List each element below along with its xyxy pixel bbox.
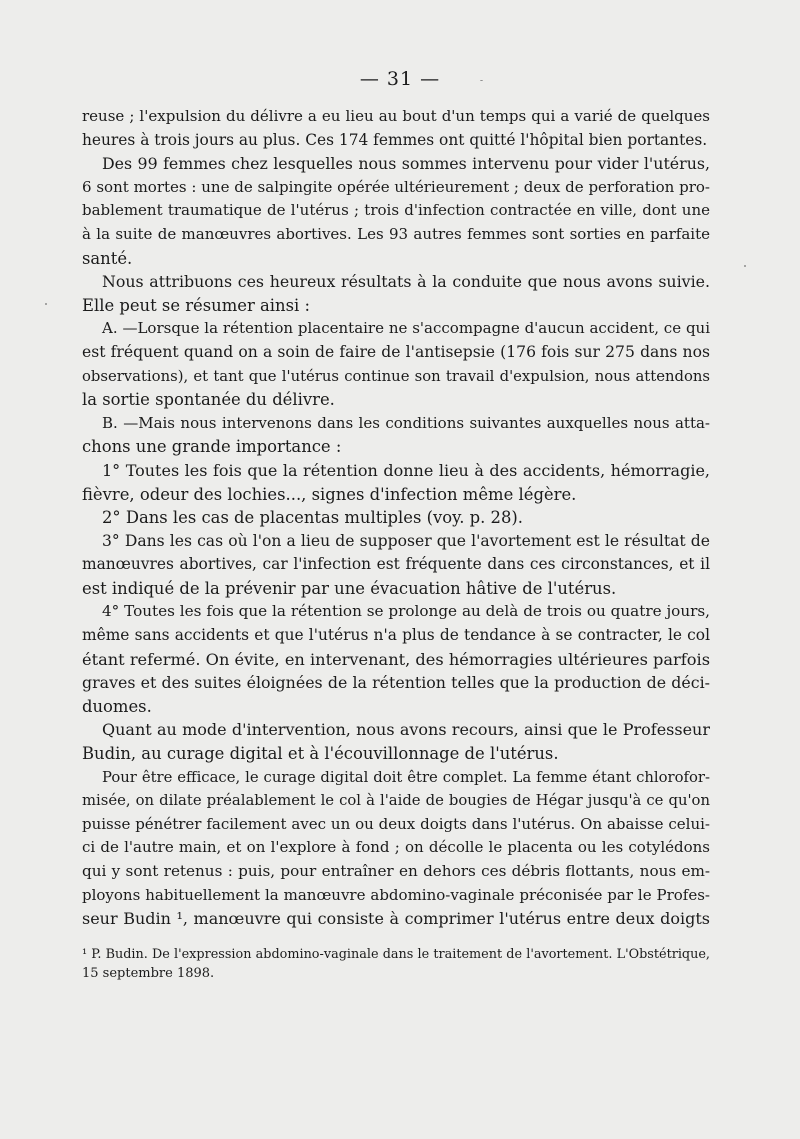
body-line: Pour être efficace, le curage digital doit être complet. La femme étant chlorofor- (102, 768, 710, 786)
body-line: Elle peut se résumer ainsi : (82, 295, 310, 315)
paper-speck (480, 80, 483, 81)
body-line: manœuvres abortives, car l'infection est fréquente dans ces circonstances, et il (82, 555, 710, 574)
page-number: — 31 — (359, 68, 441, 90)
body-line: Quant au mode d'intervention, nous avons recours, ainsi que le Professeur (102, 720, 710, 740)
body-line: ci de l'autre main, et on l'explore à fond ; on décolle le placenta ou les cotylédons (82, 838, 710, 857)
body-line: 6 sont mortes : une de salpingite opérée ultérieurement ; deux de perforation pro- (82, 177, 710, 196)
body-line: reuse ; l'expulsion du délivre a eu lieu au bout d'un temps qui a varié de quelques (82, 107, 710, 125)
body-line: bablement traumatique de l'utérus ; trois d'infection contractée en ville, dont une (82, 201, 710, 220)
body-line: ployons habituellement la manœuvre abdomino-vaginale préconisée par le Profes- (82, 885, 710, 904)
body-line: 2° Dans les cas de placentas multiples (voy. p. 28). (102, 508, 524, 528)
body-line: B. —Mais nous intervenons dans les conditions suivantes auxquelles nous atta- (102, 413, 710, 432)
body-line: seur Budin ¹, manœuvre qui consiste à comprimer l'utérus entre deux doigts (82, 909, 710, 929)
body-line: la sortie spontanée du délivre. (82, 390, 335, 410)
body-line: est indiqué de la prévenir par une évacuation hâtive de l'utérus. (82, 578, 617, 598)
body-line: à la suite de manœuvres abortives. Les 93 autres femmes sont sorties en parfaite (82, 224, 710, 243)
paper-speck (744, 265, 746, 267)
body-line: Budin, au curage digital et à l'écouvillonnage de l'utérus. (82, 744, 559, 764)
body-text (82, 105, 710, 931)
body-line: 1° Toutes les fois que la rétention donne lieu à des accidents, hémorragie, (102, 460, 710, 480)
body-line: Des 99 femmes chez lesquelles nous sommes intervenu pour vider l'utérus, (102, 154, 710, 174)
body-line: santé. (82, 248, 133, 268)
footnote (82, 945, 710, 983)
body-line: graves et des suites éloignées de la rétention telles que la production de déci- (82, 673, 710, 693)
footnote-line: ¹ P. Budin. De l'expression abdomino-vaginale dans le traitement de l'avortement. L'Obstétrique, (82, 947, 710, 962)
body-line: puisse pénétrer facilement avec un ou deux doigts dans l'utérus. On abaisse celui- (82, 814, 710, 833)
body-line: étant refermé. On évite, en intervenant, des hémorragies ultérieures parfois (82, 649, 710, 669)
body-line: A. —Lorsque la rétention placentaire ne s'accompagne d'aucun accident, ce qui (102, 319, 710, 338)
body-line: heures à trois jours au plus. Ces 174 femmes ont quitté l'hôpital bien portantes. (82, 130, 708, 149)
body-line: qui y sont retenus : puis, pour entraîner en dehors ces débris flottants, nous em- (82, 862, 710, 880)
body-line: chons une grande importance : (82, 437, 342, 457)
body-line: observations), et tant que l'utérus continue son travail d'expulsion, nous attendons (82, 367, 710, 385)
body-line: Nous attribuons ces heureux résultats à la conduite que nous avons suivie. (102, 272, 710, 292)
body-line: misée, on dilate préalablement le col à l'aide de bougies de Hégar jusqu'à ce qu'on (82, 792, 710, 810)
body-line: est fréquent quand on a soin de faire de l'antisepsie (176 fois sur 275 dans nos (82, 342, 710, 361)
paper-speck (45, 303, 47, 305)
footnote-line: 15 septembre 1898. (82, 966, 215, 981)
body-line: même sans accidents et que l'utérus n'a plus de tendance à se contracter, le col (82, 626, 710, 645)
body-line: 3° Dans les cas où l'on a lieu de supposer que l'avortement est le résultat de (102, 531, 710, 550)
body-line: duomes. (82, 696, 152, 716)
body-line: fièvre, odeur des lochies..., signes d'infection même légère. (82, 484, 577, 504)
body-line: 4° Toutes les fois que la rétention se prolonge au delà de trois ou quatre jours, (102, 602, 710, 621)
